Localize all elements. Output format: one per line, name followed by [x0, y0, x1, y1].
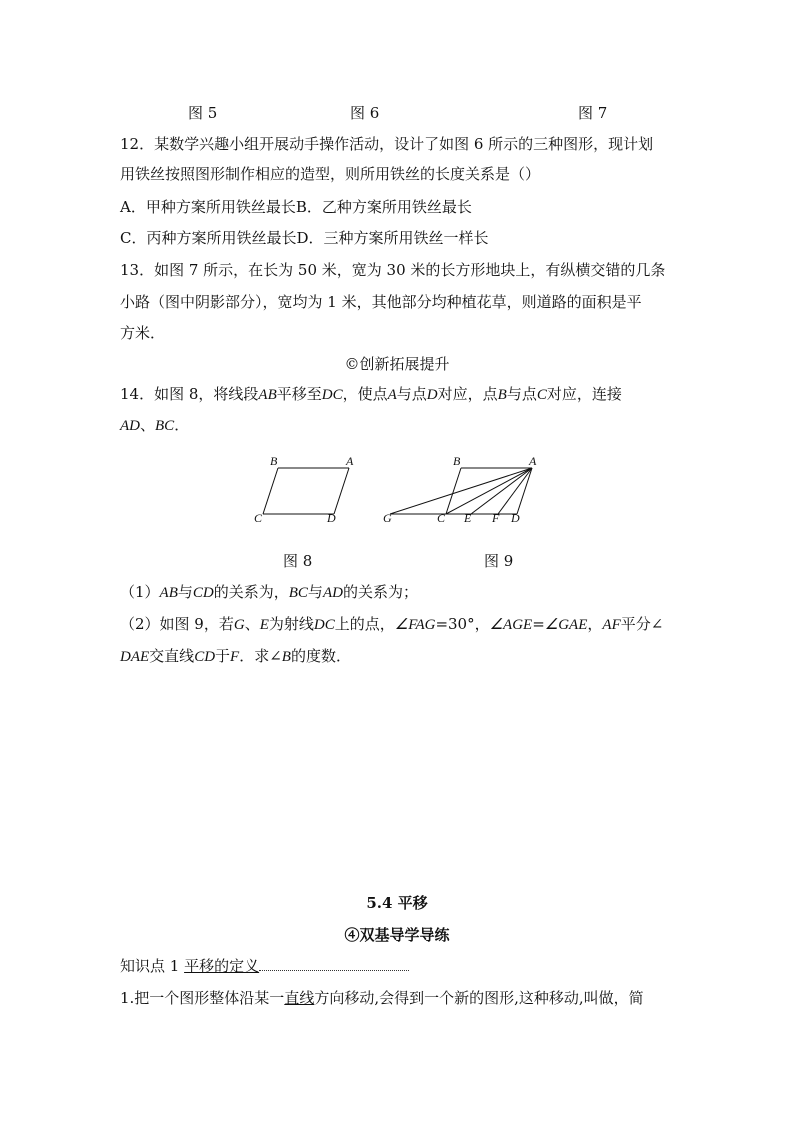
q12-option-d: D．三种方案所用铁丝一样长 — [296, 229, 489, 247]
fig9-label-b: B — [453, 454, 461, 468]
q13-line1: 13．如图 7 所示，在长为 50 米，宽为 30 米的长方形地块上，有纵横交错的几条 — [120, 261, 666, 279]
knowledge-point-1: 知识点 1 平移的定义 — [120, 956, 409, 976]
fig8-seg-bc — [263, 468, 278, 514]
dotted-rule — [259, 956, 409, 971]
figure-8-caption: 图 8 — [283, 552, 313, 570]
figure-9-caption: 图 9 — [484, 552, 514, 570]
lesson-subtitle: ④双基导学导练 — [344, 926, 450, 944]
seg-dc: DC — [321, 387, 343, 403]
q14-part1: （1）AB与CD的关系为，BC与AD的关系为； — [120, 583, 418, 601]
fig9-seg-af — [498, 468, 532, 514]
fig9-seg-ag — [390, 468, 532, 514]
fig9-label-e: E — [464, 511, 472, 525]
q12-option-b: B．乙种方案所用铁丝最长 — [295, 198, 472, 216]
fig8-label-c: C — [254, 511, 263, 525]
fig9-label-a: A — [529, 454, 537, 468]
fig9-label-g: G — [383, 511, 392, 525]
seg-ab: AB — [258, 387, 277, 403]
lesson-q1: 1.把一个图形整体沿某一直线方向移动,会得到一个新的图形,这种移动,叫做，简 — [120, 989, 644, 1007]
q12-option-c: C．丙种方案所用铁丝最长 — [120, 229, 297, 247]
q12-options-ab — [120, 197, 472, 217]
q12-option-a: A．甲种方案所用铁丝最长 — [120, 198, 296, 216]
figure-8-parallelogram — [245, 452, 370, 527]
section-extend-heading: ©创新拓展提升 — [344, 355, 450, 373]
figure-6-caption: 图 6 — [350, 104, 380, 122]
fig8-label-b: B — [270, 454, 278, 468]
knowledge-point-title: 平移的定义 — [184, 957, 260, 975]
figure-5-caption: 图 5 — [188, 104, 218, 122]
q14-part2-line2: DAE交直线CD于F．求∠B的度数． — [120, 647, 351, 665]
fig8-label-a: A — [346, 454, 354, 468]
q14-line1: 14．如图 8，将线段AB平移至DC，使点A与点D对应，点B与点C对应，连接 — [120, 385, 622, 403]
fig9-label-f: F — [492, 511, 500, 525]
q12-options-cd — [120, 228, 489, 248]
fig9-label-d: D — [511, 511, 520, 525]
q13-line2: 小路（图中阴影部分），宽均为 1 米，其他部分均种植花草，则道路的面积是平 — [120, 293, 642, 311]
lesson-title: 5.4 平移 — [366, 894, 428, 912]
q14-line2: AD、BC． — [120, 416, 190, 434]
fig8-seg-ad — [334, 468, 349, 514]
q12-line2: 用铁丝按照图形制作相应的造型，则所用铁丝的长度关系是（） — [120, 165, 541, 183]
q13-line3: 方米． — [120, 324, 166, 342]
fig9-label-c: C — [437, 511, 446, 525]
figure-7-caption: 图 7 — [578, 104, 608, 122]
figure-9-diagram — [375, 452, 550, 527]
q12-line1: 12．某数学兴趣小组开展动手操作活动，设计了如图 6 所示的三种图形，现计划 — [120, 135, 654, 153]
fig8-label-d: D — [327, 511, 336, 525]
q14-part2-line1: （2）如图 9，若G、E为射线DC上的点，∠FAG=30°，∠AGE=∠GAE，AF平分∠ — [120, 615, 664, 633]
fig9-seg-ae — [471, 468, 532, 514]
